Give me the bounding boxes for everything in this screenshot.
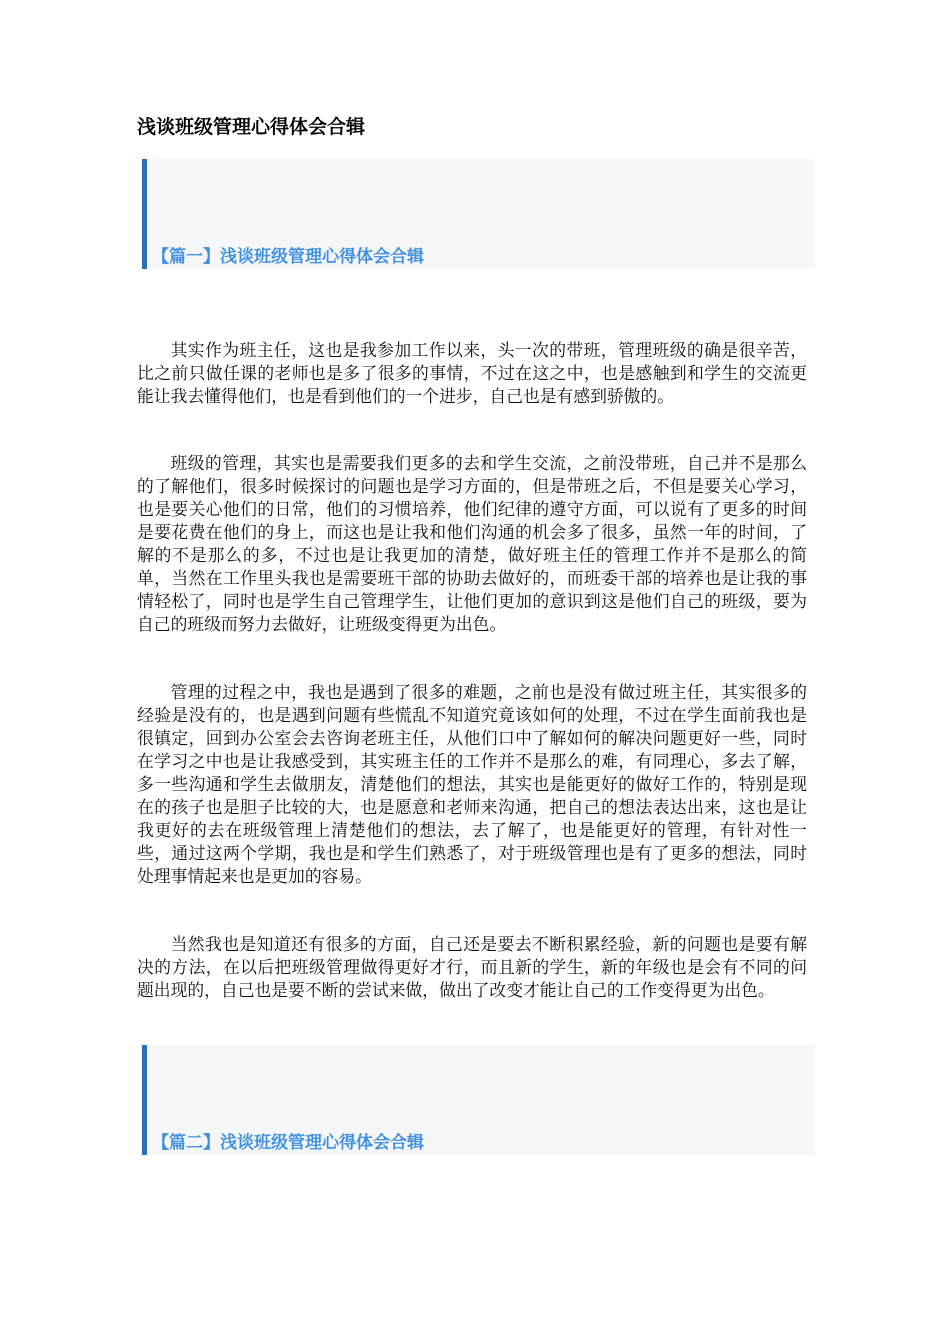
body-paragraph-2: 班级的管理，其实也是需要我们更多的去和学生交流，之前没带班，自己并不是那么的了解他们，很多时候探讨的问题也是学习方面的，但是带班之后，不但是要关心学习，也是要关心他们的日常，他们的习惯培养，他们纪律的遵守方面，可以说有了更多的时间是要花费在他们的身上，而这也是让我和他们沟通的机会多了很多，虽然一年的时间，了解的不是那么的多，不过也是让我更加的清楚，做好班主任的管理工作并不是那么的简单，当然在工作里头我也是需要班干部的协助去做好的，而班委干部的培养也是让我的事情轻松了，同时也是学生自己管理学生，让他们更加的意识到这是他们自己的班级，要为自己的班级而努力去做好，让班级变得更为出色。: [137, 453, 807, 634]
body-paragraph-4: 当然我也是知道还有很多的方面，自己还是要去不断积累经验，新的问题也是要有解决的方法，在以后把班级管理做得更好才行，而且新的学生，新的年级也是会有不同的问题出现的，自己也是要不断的尝试来做，做出了改变才能让自己的工作变得更为出色。: [137, 934, 807, 1000]
section-heading-box-2: [142, 1045, 815, 1155]
section-heading-2: 【篇二】浅谈班级管理心得体会合辑: [152, 1133, 424, 1153]
body-paragraph-3: 管理的过程之中，我也是遇到了很多的难题，之前也是没有做过班主任，其实很多的经验是没有的，也是遇到问题有些慌乱不知道究竟该如何的处理，不过在学生面前我也是很镇定，回到办公室会去咨询老班主任，从他们口中了解如何的解决问题更好一些，同时在学习之中也是让我感受到，其实班主任的工作并不是那么的难，有同理心，多去了解，多一些沟通和学生去做朋友，清楚他们的想法，其实也是能更好的做好工作的，特别是现在的孩子也是胆子比较的大，也是愿意和老师来沟通，把自己的想法表达出来，这也是让我更好的去在班级管理上清楚他们的想法，去了解了，也是能更好的管理，有针对性一些，通过这两个学期，我也是和学生们熟悉了，对于班级管理也是有了更多的想法，同时处理事情起来也是更加的容易。: [137, 682, 807, 886]
section-heading-1: 【篇一】浅谈班级管理心得体会合辑: [152, 247, 424, 267]
document-title: 浅谈班级管理心得体会合辑: [137, 116, 366, 138]
section-heading-box-1: [142, 159, 815, 269]
body-paragraph-1: 其实作为班主任，这也是我参加工作以来，头一次的带班，管理班级的确是很辛苦，比之前只做任课的老师也是多了很多的事情，不过在这之中，也是感触到和学生的交流更能让我去懂得他们，也是看到他们的一个进步，自己也是有感到骄傲的。: [137, 340, 807, 406]
